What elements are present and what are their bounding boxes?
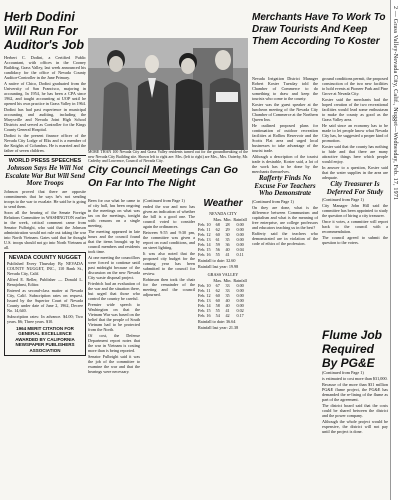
merchants-paragraph: Koster was the guest speaker at the luncheon meeting of the Nevada City Chamber of Commerce at the Northern Queen Inn. (252, 102, 318, 122)
treasurer-paragraph: (Continued from Page 1) (322, 197, 364, 202)
weather-box (198, 198, 248, 496)
table-row: Feb. 14 59 36 0.00 (198, 242, 244, 247)
table-row: Feb. 15 56 40 0.04 (198, 247, 244, 252)
dodini-paragraph: A native of Chico, Dodini graduated from the University of San Francisco, majoring in accounting. In 1954, he has been a CPA since 1962, and taught accounting at UOP until he opened his own practice in Grass Valley in 1964. (4, 81, 86, 106)
flume-headline: Flume Job Required By PG&E (322, 328, 383, 370)
table-row: Max. Min. Rainfall (213, 217, 247, 222)
directory-line: Subscription rates: In advance. $4.00; Two years. $6; Three years. $10. (7, 313, 83, 324)
table-row: Feb. 13 60 40 0.00 (198, 298, 244, 303)
flume-paragraph: is estimated to cost more than $31,000. (322, 376, 388, 381)
weather-title: Weather (203, 198, 243, 209)
treasurer-paragraph: City Manager John Hill said the committee has been appointed to study the question of hiring a city treasurer. (322, 203, 388, 218)
divider (4, 155, 86, 156)
council-paragraph: ended the war and now has given an indication of whether the bill is a good one. The council voted to consider again the ordinances. (143, 204, 195, 229)
table-row: Feb. 14 58 40 0.00 (198, 303, 244, 308)
station-name: GRASS VALLEY (207, 272, 239, 277)
merchants-paragraph: Nevada Irrigation District Manager Robert Koster Tuesday told the Chamber of Commerce to do something to draw and keep the tourists who come to the county. (252, 76, 318, 101)
council-paragraph: Between 9:55 and 9:30 pm, the committee was given a report on road conditions, and on street lighting. (143, 230, 195, 250)
rainfall-to-date: Rainfall to date: 32.60 (198, 258, 236, 263)
world-press-paragraph: Johnson proved that there are opposite commitments that he says he's not sending troops to the war to escalate. He said he is going to send them. (4, 188, 86, 209)
flume-paragraph: Because of the more than $31 million PG&E flume project, the PG&E has demanded the re-lining of the flume as part of the agreement. (322, 382, 388, 402)
rainfall-last-year: Rainfall last year: 19.98 (198, 264, 239, 269)
dodini-paragraph: Dodini is the present finance officer of the Nevada City Lodge of Elks and is a member of the Knights of Columbus. He is married and the father of seven children. (4, 133, 86, 153)
directory-line: Alfred E. Reller, Publisher — Donald L. Benajohnst, Editor. (7, 276, 83, 287)
flume-paragraph: (Continued from Page 1) (322, 370, 364, 375)
dodini-paragraph: Dodini has had past experience in municipal accounting and auditing, including the Marysville and Nevada Joint High School Districts and served as Controller for the Kings County General Hospital. (4, 107, 86, 132)
council-paragraph: The meeting appeared in late hours and the council found that the items brought up by council members and residents took time. (88, 229, 140, 254)
dodini-headline: Herb Dodini Will Run For Auditor's Job (4, 10, 85, 52)
merchants-paragraph: ground conditions permit, the proposed construction of the two new facilities to hold events at Pioneer Park and Pine Grove at Nevada City. (322, 76, 388, 96)
treasurer-paragraph: The council agreed to submit the question to the voters. (322, 235, 388, 245)
table-row: Feb. 13 61 35 0.00 (198, 237, 244, 242)
rafferty-paragraph: On they are done, what is the difference between Communism and capitalism and what is the meaning of free enterprise, are college professors and educators teaching us in the best? (252, 204, 318, 230)
table-row: Feb. 11 62 29 0.00 (198, 227, 244, 232)
table-row: Feb. 16 55 41 0.11 (198, 252, 244, 257)
table-row: Feb. 12 60 30 0.00 (198, 232, 244, 237)
council-paragraph: At one meeting the councillors were forced to continue until past midnight because of the discussion on the new Nevada City waste disposal project. (88, 255, 140, 280)
table-row: Feb. 15 55 41 0.02 (198, 308, 244, 313)
council-paragraph: Senator Fulbright said it was the job of the committee to examine the war and that the hearings were necessary. (88, 354, 140, 374)
merchants-paragraph: In answer to a question, Koster said that the water supplies in the area are adequate. (322, 165, 388, 180)
council-paragraph: (Continued from Page 1) (143, 198, 185, 203)
flume-paragraph: Although the whole project would be expensive, the district will not pay until the project is done. (322, 419, 388, 434)
page-dateline (392, 6, 398, 200)
world-press-label: WORLD PRESS SPEECHES (8, 158, 82, 164)
table-row: Feb. 10 67 33 0.00 (198, 283, 244, 288)
page-number: 2 (392, 6, 398, 10)
dodini-paragraph: Herbert C. Dodini, a Certified Public Accountant, with offices in the Cooney Building, Grass Valley, last week announced his candidacy for the office of Nevada County Auditor-Controller in the June Primary. (4, 55, 86, 80)
council-paragraph: Robinson then took the chair for the remainder of the meeting and the council adjourned. (143, 277, 195, 297)
rainfall-last-year: Rainfall last year: 21.38 (198, 325, 239, 330)
merchants-paragraph: Although a description of the tourist trade is desirable, Koster said, a lot of the work has to be done by the merchants themselves. (252, 154, 318, 174)
merchants-paragraph: Koster said that the county has nothing to hide and that there are many attractive things here which people would enjoy. (322, 144, 388, 164)
table-row: Feb. 12 60 35 0.00 (198, 293, 244, 298)
council-paragraph: Premier wide speech to Washington on that the Vietnam War was based on the belief that the people of South Vietnam had to be protected from the North. (88, 302, 140, 332)
dateline-text: — Grass Valley-Nevada City, Calif., Nugget—Wednesday, Feb. 17, 1971 (392, 10, 398, 201)
flume-paragraph: The district board said that the costs could be shared between the district and the power company. (322, 403, 388, 418)
council-paragraph: Been for our what he came to of city hall, has been ongoing in the meetings on what was tax on the meetings, tonight with reasons on a single meeting. (88, 198, 140, 228)
rafferty-headline: Rafferty Finds No Excuse For Teachers Who Demonstrate (254, 174, 316, 197)
treasurer-headline: City Treasurer Is Deferred For Study (326, 180, 384, 196)
photo-caption-block (88, 150, 248, 164)
world-press-paragraph: Soon all the bearing of the Senate Foreign Relations Committee in WASHINGTON earlier in the week, critical comment came from Senator Fulbright, who said that the Johnson administration would not rule out taking the war into North Vietnam. Gates said that he thought U.S. troops should not go into North Vietnam at all. (4, 209, 86, 250)
merchants-paragraph: Koster said the merchants had the hoped creation of the two recreational facilities would lead some enthusiasm to make the county as good as the Grass Valley area. (322, 97, 388, 122)
merit-award: 1964 MERIT CITATION FOR GENERAL EXCELLENCE AWARDED BY CALIFORNIA NEWSPAPER PUBLISHERS ASSOCIATION (15, 325, 75, 353)
rainfall-to-date: Rainfall to date: 36.64 (198, 319, 236, 324)
left-column (4, 0, 86, 500)
council-paragraph: Friedrich had an evaluation of the war and the situation there, but urged that those who control the country be careful. (88, 281, 140, 301)
directory-line: Entered as second-class matter at Nevada City, Calif. Subscription rates on request. Issued by the Superior Court of Nevada County under date of June 2, 1962, Decree No. 14,640. (7, 287, 83, 313)
table-row: Feb. 16 54 42 0.17 (198, 313, 244, 318)
merchants-headline-block (252, 12, 388, 74)
weather-table-nevada-city (198, 217, 248, 257)
group-photo (88, 38, 248, 150)
world-press-headline: Johnson Says He Will Not Escalate War But Will Send More Troops (5, 164, 85, 187)
council-paragraph: Of cost, the Defense Department report notes that the war in Vietnam is costing more than is being reported. (88, 333, 140, 353)
directory-box (4, 252, 86, 357)
council-headline: City Council Meetings Can Go On Far Into The Night (88, 164, 238, 189)
weather-table-grass-valley (198, 278, 248, 318)
merchants-col-a (252, 76, 318, 496)
merchants-paragraph: He said since an economy has to be made to let people know what Nevada City has, he suggested a proper kind of promotion. (322, 123, 388, 143)
council-col-c (143, 198, 195, 496)
merchants-headline: Merchants Have To Work To Draw Tourists And Keep Them According To Koster (252, 12, 386, 47)
rafferty-paragraph: Rafferty said the teachers who demonstrated are in violation of the code of ethics of the profession. (252, 230, 318, 246)
table-row: Feb. 10 68 28 0.00 (198, 222, 244, 227)
treasurer-paragraph: Once it votes, a committee will report back to the council with a recommendation. (322, 219, 388, 234)
rafferty-paragraph: (Continued from Page 1) (252, 198, 294, 204)
directory-line: Published Every Thursday By NEVADA COUNTY NUGGET, INC., 110 Bank St., Nevada City, Calif. (7, 260, 83, 276)
photo-image (88, 38, 248, 150)
council-col-a (88, 198, 140, 496)
council-paragraph: It was also noted that the proposed city budget for the coming year has been submitted to the council for review. (143, 251, 195, 276)
table-row: Max. Min. Rainfall (213, 278, 247, 283)
table-row: Feb. 11 62 33 0.00 (198, 288, 244, 293)
station-name: NEVADA CITY (209, 211, 237, 216)
directory-title: NEVADA COUNTY NUGGET (8, 254, 82, 261)
flume-story (322, 328, 388, 496)
merchants-paragraph: He outlined proposed plans for continuation of outdoor recreation facilities at Rollins Reservoir and the Scotts Flat area and urged local businesses to take advantage of the tourist trade. (252, 123, 318, 153)
photo-caption: MORE THAN 100 Nevada City and Grass Valley residents turned out for the groundbreaking of the new Nevada City Building site. Shown left to right are: Mrs. (left to right) are Mrs., Mrs. Outerby, Mr. Cadetby and Lawrence, Council of Nevada City. (88, 150, 248, 164)
masthead-sidebar (390, 0, 402, 500)
